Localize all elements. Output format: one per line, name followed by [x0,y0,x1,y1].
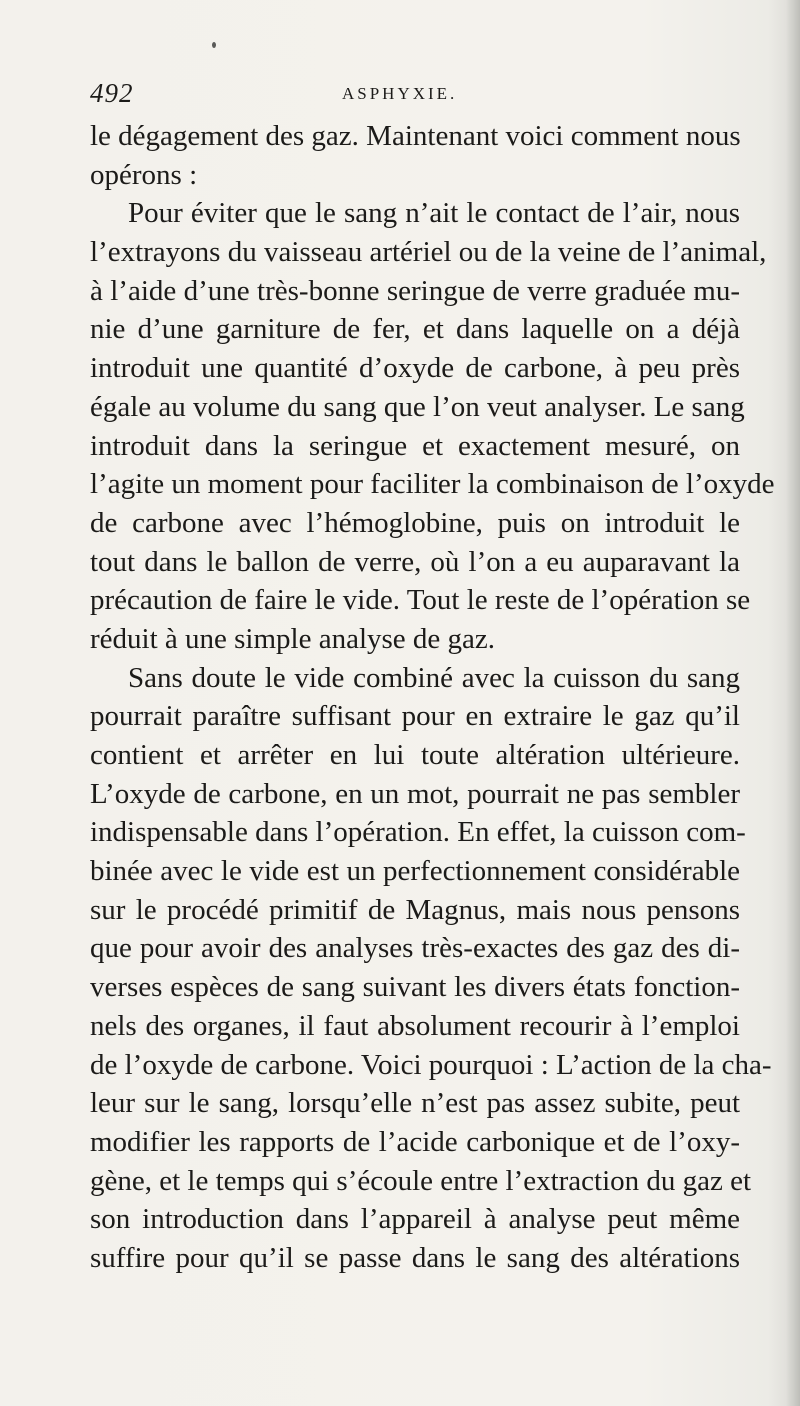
page-header [90,78,740,108]
text-line: binée avec le vide est un perfectionnement considérable [90,855,740,888]
text-line: Pour éviter que le sang n’ait le contact de l’air, nous [128,197,740,230]
text-line: que pour avoir des analyses très-exactes des gaz des di- [90,932,740,965]
text-line: indispensable dans l’opération. En effet, la cuisson com- [90,816,746,849]
text-line: verses espèces de sang suivant les divers états fonction- [90,971,740,1004]
text-line: L’oxyde de carbone, en un mot, pourrait ne pas sembler [90,777,740,810]
text-line: sur le procédé primitif de Magnus, mais nous pensons [90,893,740,926]
text-line: modifier les rapports de l’acide carbonique et de l’oxy- [90,1125,740,1158]
text-line: son introduction dans l’appareil à analyse peut même [90,1203,740,1236]
text-line: introduit dans la seringue et exactement mesuré, on [90,429,740,462]
page-edge-shadow [786,0,800,1406]
text-line: égale au volume du sang que l’on veut analyser. Le sang [90,390,745,423]
text-line: tout dans le ballon de verre, où l’on a eu auparavant la [90,545,740,578]
text-line: opérons : [90,158,198,191]
text-line: suffire pour qu’il se passe dans le sang des altérations [90,1241,740,1274]
text-line: à l’aide d’une très-bonne seringue de verre graduée mu- [90,274,740,307]
text-line: le dégagement des gaz. Maintenant voici comment nous [90,120,741,152]
text-line: de l’oxyde de carbone. Voici pourquoi : L’action de la cha- [90,1048,772,1081]
text-line: l’extrayons du vaisseau artériel ou de la veine de l’animal, [90,236,767,269]
body-text [90,117,775,1278]
page-number: 492 [90,78,134,108]
text-line: leur sur le sang, lorsqu’elle n’est pas assez subite, peut [90,1087,740,1120]
text-line: contient et arrêter en lui toute altération ultérieure. [90,739,740,771]
running-title: ASPHYXIE. [342,84,458,103]
text-line: gène, et le temps qui s’écoule entre l’extraction du gaz et [90,1164,752,1197]
text-line: réduit à une simple analyse de gaz. [90,622,496,655]
text-line: nels des organes, il faut absolument recourir à l’emploi [90,1009,740,1042]
text-line: pourrait paraître suffisant pour en extraire le gaz qu’il [90,700,740,733]
text-line: précaution de faire le vide. Tout le reste de l’opération se [90,584,751,617]
text-line: de carbone avec l’hémoglobine, puis on introduit le [90,506,740,539]
text-line: Sans doute le vide combiné avec la cuisson du sang [128,661,740,694]
text-line: introduit une quantité d’oxyde de carbone, à peu près [90,352,740,385]
text-line: nie d’une garniture de fer, et dans laquelle on a déjà [90,313,740,346]
text-line: l’agite un moment pour faciliter la combinaison de l’oxyde [90,468,775,501]
ink-speck [212,42,216,48]
